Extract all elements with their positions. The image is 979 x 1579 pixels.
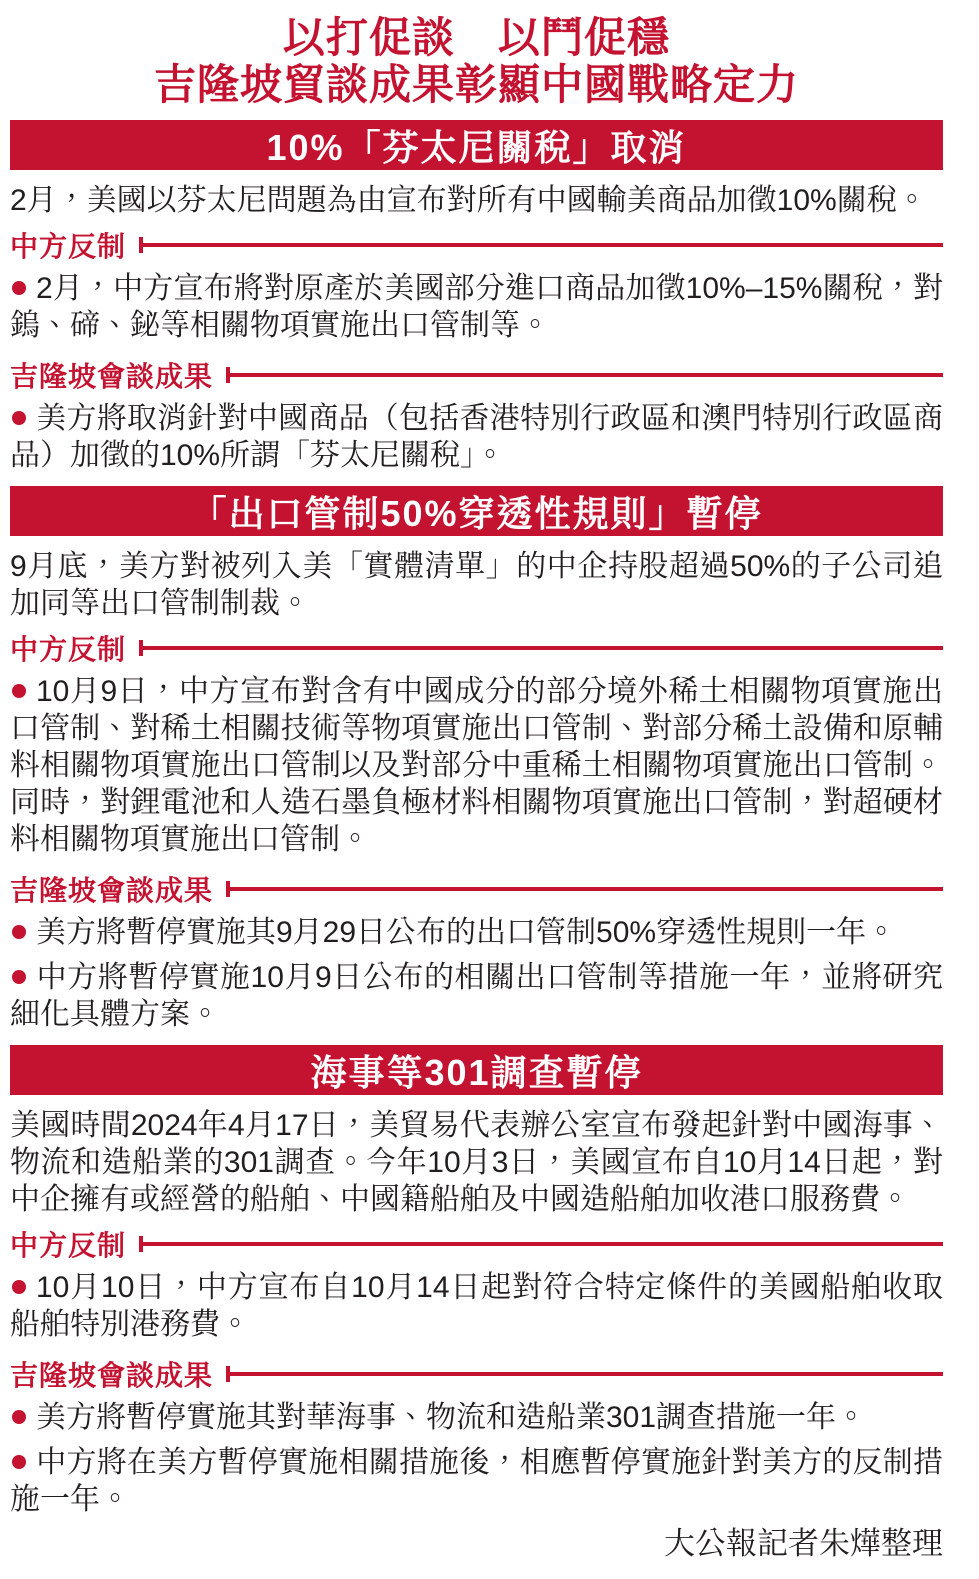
bullet-text: 10月9日，中方宣布對含有中國成分的部分境外稀土相關物項實施出口管制、對稀土相關技術等物項實施出口管制、對部分稀土設備和原輔料相關物項實施出口管制以及對部分中重稀土相關物項實施出口管制。同時，對鋰電池和人造石墨負極材料相關物項實施出口管制，對超硬材料相關物項實施出口管制。 [10, 675, 943, 856]
bullet-dot-icon [12, 1410, 26, 1424]
section-intro: 美國時間2024年4月17日，美貿易代表辦公室宣布發起針對中國海事、物流和造船業的301調查。今年10月3日，美國宣布自10月14日起，對中企擁有或經營的船舶、中國籍船舶及中國造船舶加收港口服務費。 [10, 1109, 943, 1216]
outcome-label: 吉隆坡會談成果 [10, 874, 214, 906]
section-banner-title: 海事等301調查暫停 [310, 1051, 643, 1093]
counter-label-row [10, 230, 943, 262]
outcome-bullet [10, 400, 943, 474]
bullet-text: 美方將暫停實施其對華海事、物流和造船業301調查措施一年。 [36, 1401, 867, 1434]
section-export-control-rule [10, 474, 943, 1033]
counter-label-row [10, 633, 943, 665]
outcome-label: 吉隆坡會談成果 [10, 360, 214, 392]
page-title-line1: 以打促談 以鬥促穩 [282, 14, 670, 61]
outcome-bullet [10, 1399, 943, 1436]
bullet-dot-icon [12, 684, 26, 698]
section-maritime-301 [10, 1033, 943, 1518]
bullet-text: 美方將暫停實施其9月29日公布的出口管制50%穿透性規則一年。 [36, 916, 897, 949]
outcome-label-row [10, 1359, 943, 1391]
section-banner-title: 「出口管制50%穿透性規則」暫停 [190, 492, 763, 534]
rule-line [230, 887, 943, 891]
section-banner-title: 10%「芬太尼關稅」取消 [266, 126, 687, 168]
outcome-bullet [10, 914, 943, 951]
bullet-dot-icon [12, 411, 26, 425]
counter-bullet [10, 1269, 943, 1343]
outcome-label-row [10, 360, 943, 392]
page-title-line2: 吉隆坡貿談成果彰顯中國戰略定力 [153, 61, 799, 108]
outcome-label-row [10, 874, 943, 906]
bullet-text: 中方將暫停實施10月9日公布的相關出口管制等措施一年，並將研究細化具體方案。 [10, 961, 943, 1031]
bullet-text: 2月，中方宣布將對原產於美國部分進口商品加徵10%–15%關稅，對鎢、碲、鉍等相關物項實施出口管制等。 [10, 272, 943, 342]
outcome-bullet [10, 959, 943, 1033]
section-banner [10, 120, 943, 170]
counter-label: 中方反制 [10, 1229, 127, 1261]
bullet-dot-icon [12, 1280, 26, 1294]
counter-bullet [10, 270, 943, 344]
section-intro: 2月，美國以芬太尼問題為由宣布對所有中國輸美商品加徵10%關稅。 [10, 184, 927, 217]
rule-line [143, 243, 943, 247]
bullet-text: 美方將取消針對中國商品（包括香港特別行政區和澳門特別行政區商品）加徵的10%所謂「芬太尼關稅」。 [10, 402, 943, 472]
section-intro: 9月底，美方對被列入美「實體清單」的中企持股超過50%的子公司追加同等出口管制制裁。 [10, 550, 943, 620]
rule-line [230, 373, 943, 377]
bullet-dot-icon [12, 1455, 26, 1469]
counter-bullet [10, 673, 943, 858]
section-banner [10, 486, 943, 536]
outcome-bullet [10, 1444, 943, 1518]
rule-line [143, 646, 943, 650]
section-banner [10, 1045, 943, 1095]
rule-line [230, 1372, 943, 1376]
bullet-text: 中方將在美方暫停實施相關措施後，相應暫停實施針對美方的反制措施一年。 [10, 1446, 943, 1516]
credit-line: 大公報記者朱燁整理 [664, 1526, 943, 1561]
counter-label: 中方反制 [10, 230, 127, 262]
outcome-label: 吉隆坡會談成果 [10, 1359, 214, 1391]
bullet-dot-icon [12, 925, 26, 939]
bullet-dot-icon [12, 281, 26, 295]
counter-label: 中方反制 [10, 633, 127, 665]
rule-line [143, 1242, 943, 1246]
bullet-text: 10月10日，中方宣布自10月14日起對符合特定條件的美國船舶收取船舶特別港務費。 [10, 1271, 943, 1341]
counter-label-row [10, 1229, 943, 1261]
bullet-dot-icon [12, 970, 26, 984]
section-fentanyl-tariff [10, 108, 943, 474]
page-title [10, 14, 943, 108]
